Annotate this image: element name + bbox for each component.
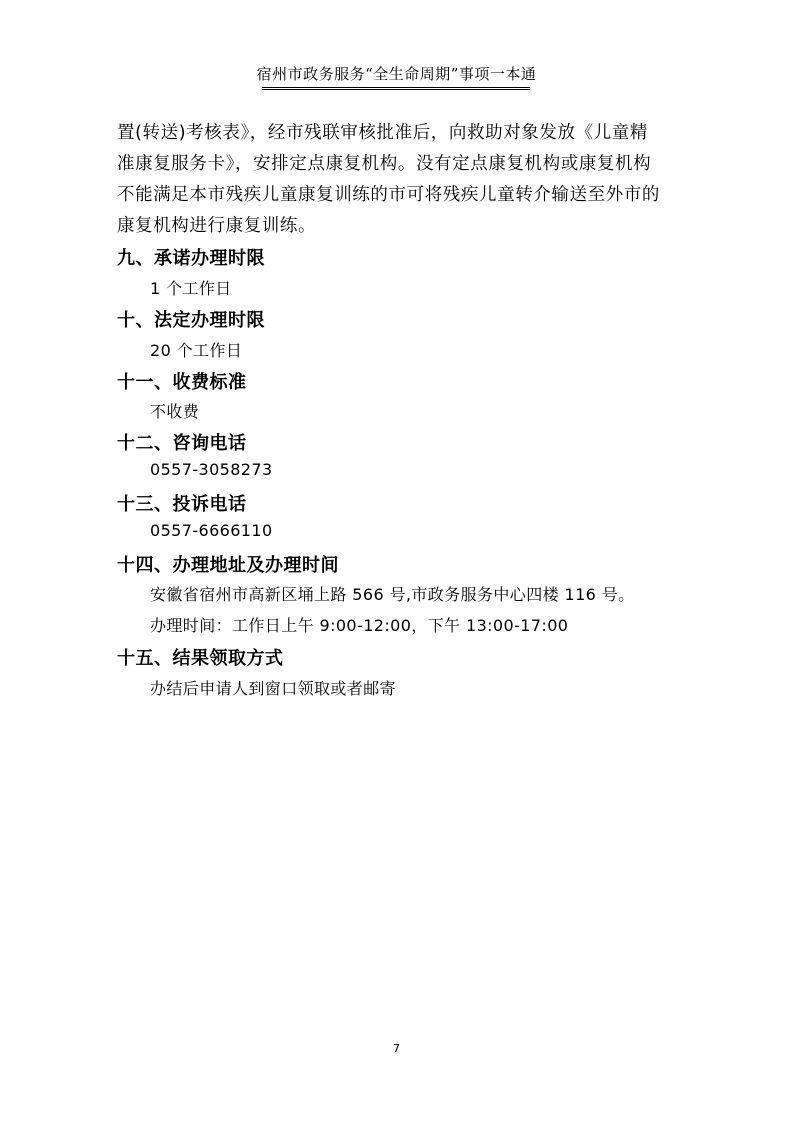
section-title-9: 九、承诺办理时限 [117,248,265,269]
section-body-10: 20 个工作日 [150,341,243,360]
section-body-13: 0557-6666110 [150,521,273,540]
section-title-13: 十三、投诉电话 [117,494,247,515]
page-number: 7 [393,1042,400,1055]
section-title-11: 十一、收费标准 [117,372,247,393]
section-title-15: 十五、结果领取方式 [117,648,284,669]
section-body-15: 办结后申请人到窗口领取或者邮寄 [150,679,397,698]
section-body-9: 1 个工作日 [150,279,232,298]
header-rule [262,87,530,88]
page-header: 宿州市政务服务“全生命周期”事项一本通 [256,65,537,83]
section-body-11: 不收费 [150,402,200,421]
header-rule-2 [262,89,530,90]
section-title-14: 十四、办理地址及办理时间 [117,555,339,576]
intro-line: 准康复服务卡》，安排定点康复机构。没有定点康复机构或康复机构 [117,154,652,174]
intro-line: 不能满足本市残疾儿童康复训练的市可将残疾儿童转介输送至外市的 [117,185,660,205]
intro-line: 康复机构进行康复训练。 [117,216,317,236]
intro-line: 置(转送)考核表》，经市残联审核批准后，向救助对象发放《儿童精 [117,123,649,143]
section-body-12: 0557-3058273 [150,460,273,479]
section-body-14-address: 安徽省宿州市高新区埇上路 566 号,市政务服务中心四楼 116 号。 [150,585,635,604]
section-title-12: 十二、咨询电话 [117,433,247,454]
intro-paragraph [117,118,683,242]
section-title-10: 十、法定办理时限 [117,310,265,331]
section-body-14-hours: 办理时间：工作日上午 9:00-12:00，下午 13:00-17:00 [150,616,569,635]
